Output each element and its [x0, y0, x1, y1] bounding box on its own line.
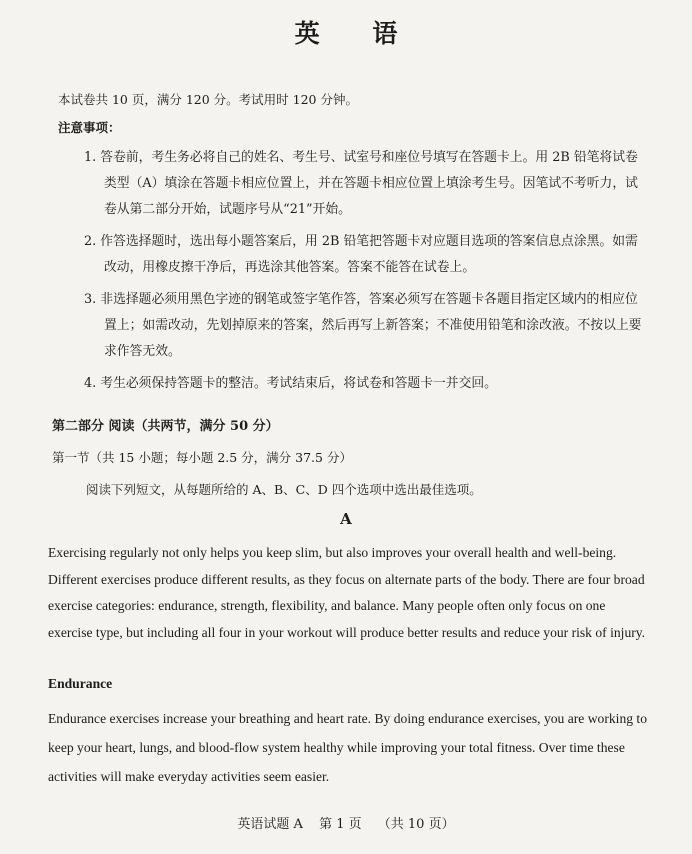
exam-intro: 本试卷共 10 页，满分 120 分。考试用时 120 分钟。	[58, 92, 358, 107]
reading-instruction: 阅读下列短文，从每题所给的 A、B、C、D 四个选项中选出最佳选项。	[86, 482, 482, 497]
passage-label: A	[340, 510, 352, 528]
note-item: 2. 作答选择题时，选出每小题答案后，用 2B 铅笔把答题卡对应题目选项的答案信息点涂黑。如需改动，用橡皮擦干净后，再选涂其他答案。答案不能答在试卷上。	[84, 234, 638, 275]
footer-total-pages: （共 10 页）	[377, 817, 455, 832]
subheading-endurance: Endurance	[48, 676, 113, 691]
subsection-heading: 第一节（共 15 小题；每小题 2.5 分，满分 37.5 分）	[52, 450, 352, 465]
section-heading: 第二部分 阅读（共两节，满分 50 分）	[52, 419, 279, 434]
footer-paper: 英语试题 A	[237, 817, 303, 832]
page-footer	[0, 813, 692, 832]
page-title: 英 语	[294, 19, 420, 48]
notes-heading: 注意事项：	[58, 120, 121, 135]
passage-paragraph: Exercising regularly not only helps you keep slim, but also improves your overall health and well-being. Different exercises produce different results, as they focus on alternate parts of the body. There are four broad exercise categories: endurance, strength, flexibility, and balance. Many people often only focus on one exercise type, but including all four in your workout will produce better results and reduce your risk of injury.	[48, 545, 646, 640]
notes-list	[84, 145, 644, 403]
passage-paragraph: Endurance exercises increase your breathing and heart rate. By doing endurance exercises, you are working to keep your heart, lungs, and blood-flow system healthy while improving your total fitness. Over time these activities will make everyday activities seem easier.	[48, 711, 648, 784]
note-item: 3. 非选择题必须用黑色字迹的钢笔或签字笔作答，答案必须写在答题卡各题目指定区域内的相应位置上；如需改动，先划掉原来的答案，然后再写上新答案；不准使用铅笔和涂改液。不按以上要求作答无效。	[84, 292, 642, 359]
footer-page-number: 第 1 页	[319, 817, 362, 832]
note-item: 4. 考生必须保持答题卡的整洁。考试结束后，将试卷和答题卡一并交回。	[84, 376, 497, 391]
note-item: 1. 答卷前，考生务必将自己的姓名、考生号、试室号和座位号填写在答题卡上。用 2B 铅笔将试卷类型（A）填涂在答题卡相应位置上，并在答题卡相应位置上填涂考生号。因笔试不考听力，试卷从第二部分开始，试题序号从“21”开始。	[84, 150, 638, 217]
